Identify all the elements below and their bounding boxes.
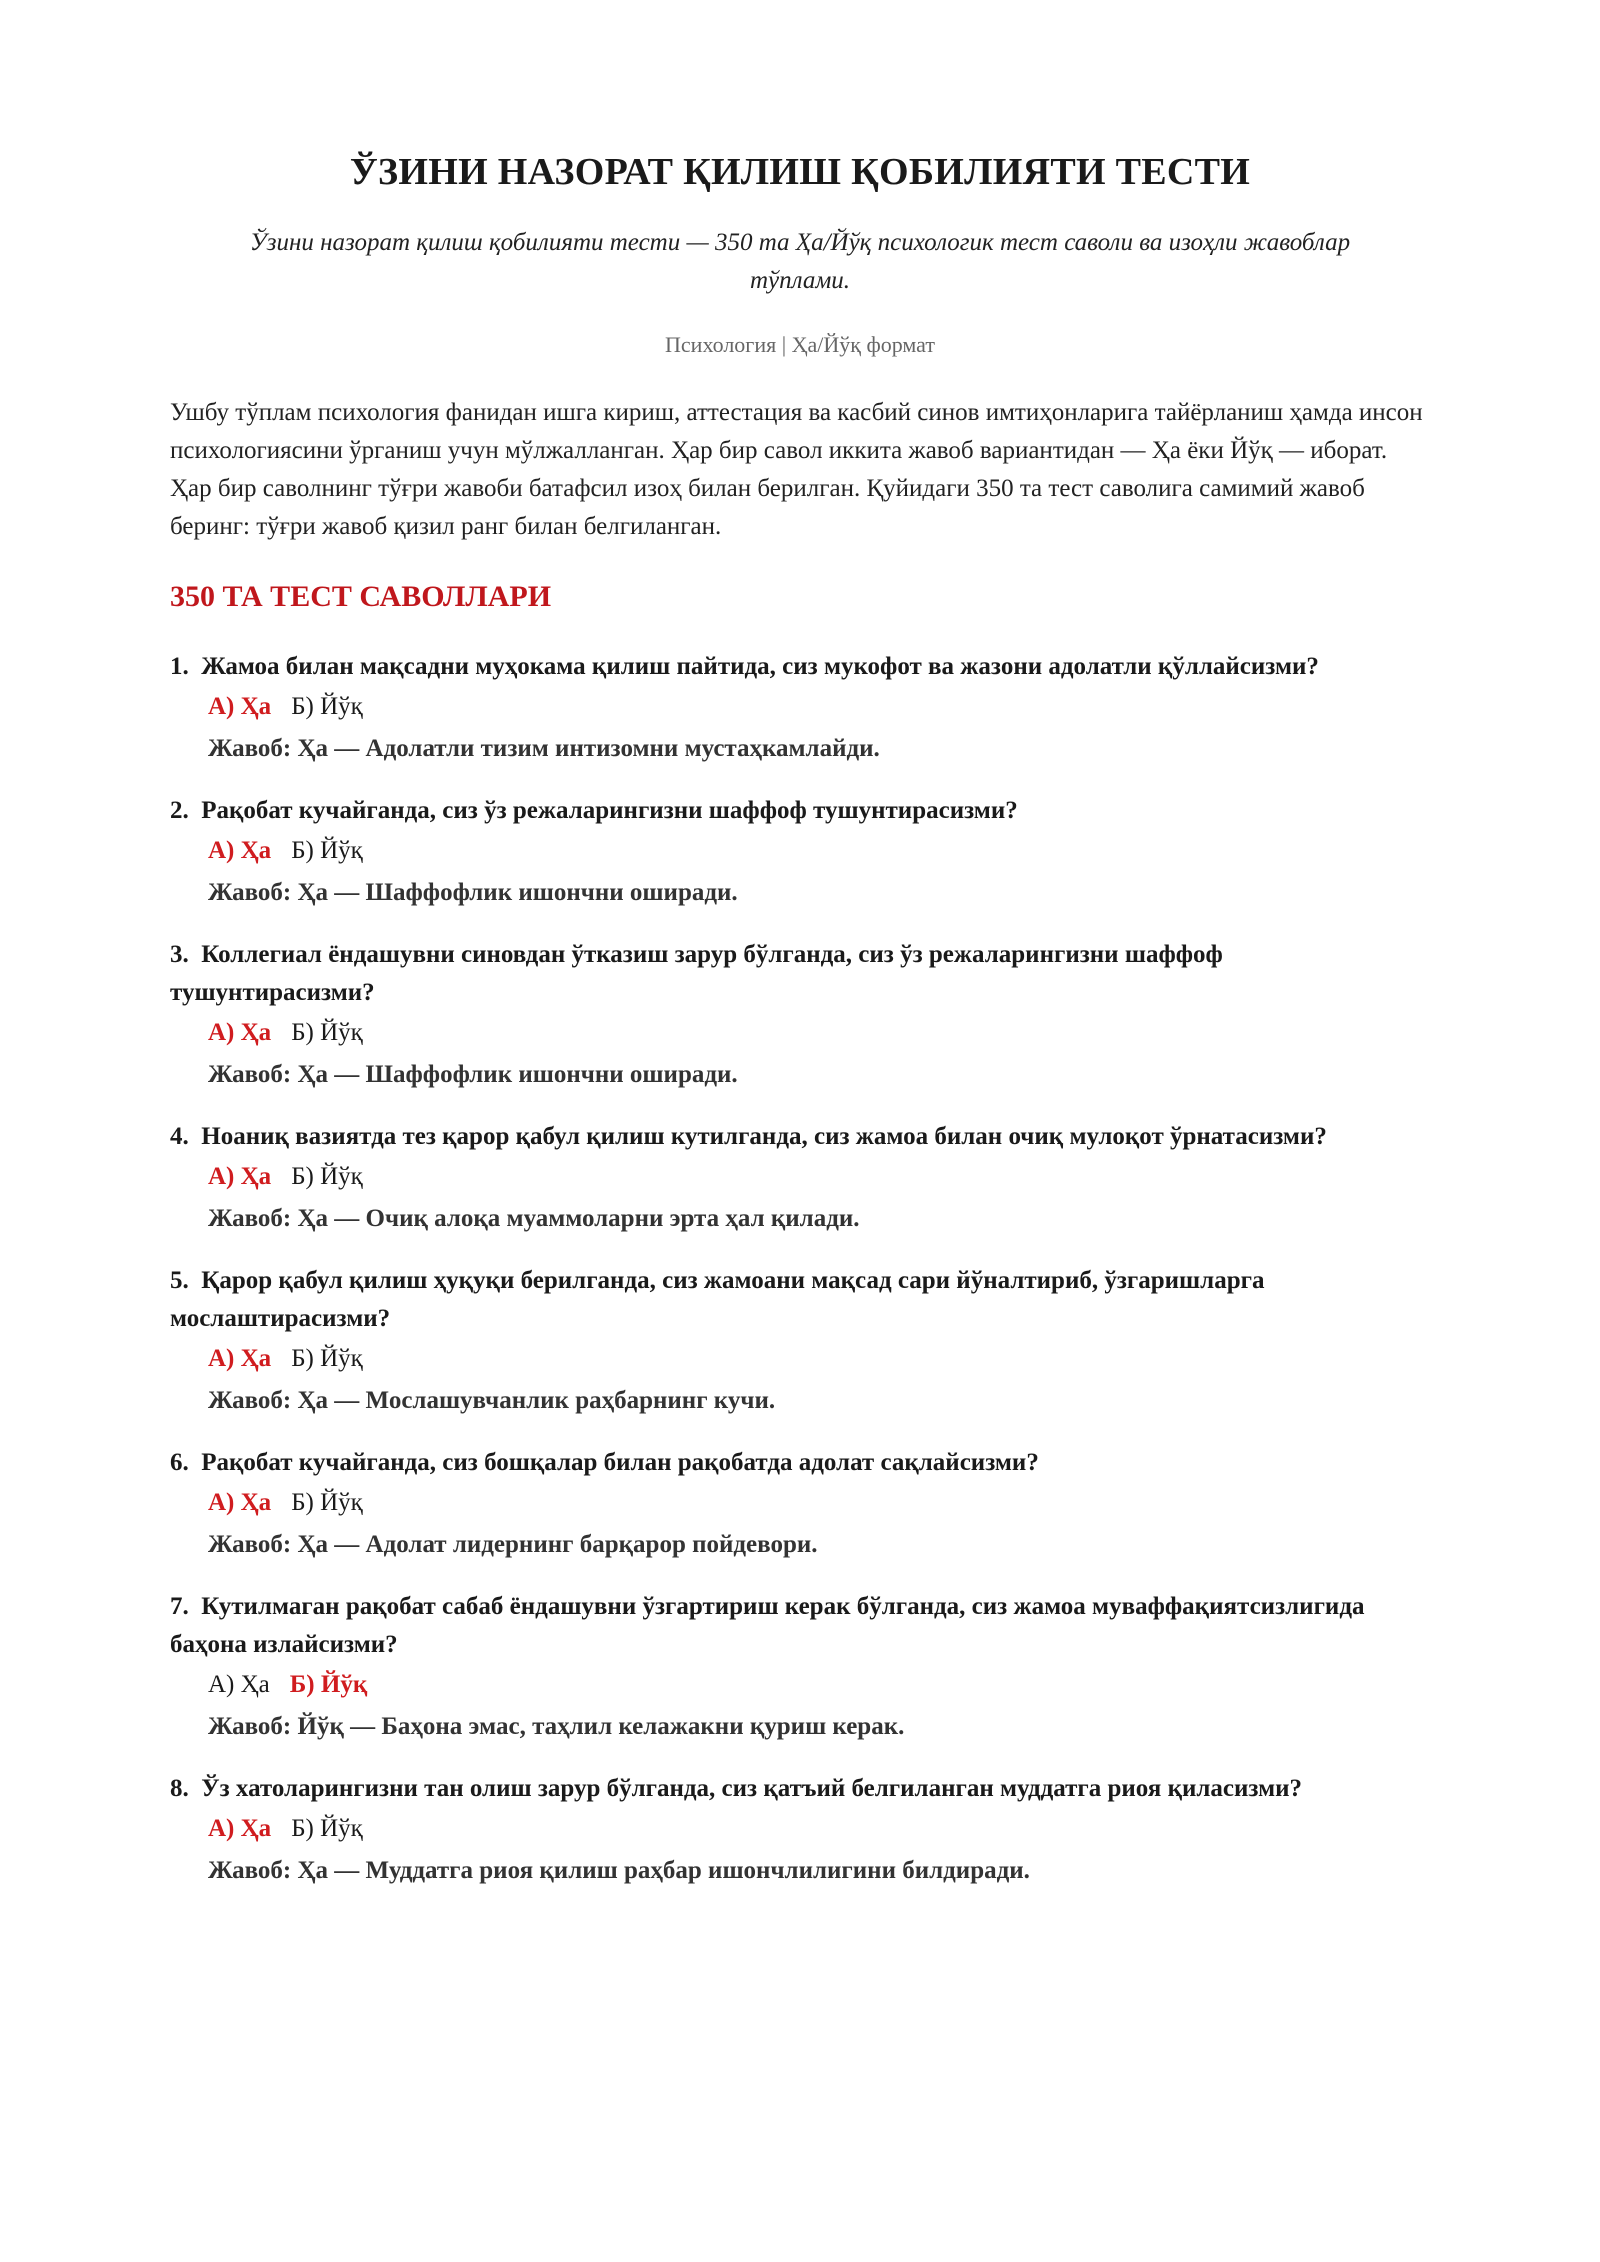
question-number: 7. xyxy=(170,1593,189,1620)
document-subtitle: Ўзини назорат қилиш қобилияти тести — 350 та Ҳа/Йўқ психологик тест саволи ва изоҳли жавоблар тўплами. xyxy=(249,229,1351,294)
question-body: Ноаниқ вазиятда тез қарор қабул қилиш кутилганда, сиз жамоа билан очиқ мулоқот ўрнатасизми? xyxy=(201,1123,1327,1150)
question-body: Ўз хатоларингизни тан олиш зарур бўлганда, сиз қатъий белгиланган муддатга риоя қиласизми? xyxy=(201,1775,1303,1802)
option-b[interactable]: Б) Йўқ xyxy=(289,1671,368,1698)
option-b[interactable]: Б) Йўқ xyxy=(291,1019,363,1046)
document-title: ЎЗИНИ НАЗОРАТ ҚИЛИШ ҚОБИЛИЯТИ ТЕСТИ xyxy=(349,151,1251,193)
answer-options xyxy=(170,830,1430,872)
answer-explanation: Жавоб: Ҳа — Адолатли тизим интизомни мустаҳкамлайди. xyxy=(208,735,880,762)
answer-options xyxy=(170,1012,1430,1054)
document-meta: Психология | Ҳа/Йўқ формат xyxy=(665,332,935,357)
answer-options xyxy=(170,1338,1430,1380)
question-text xyxy=(170,1588,1430,1664)
question-item xyxy=(170,1588,1430,1748)
answer-explanation: Жавоб: Ҳа — Муддатга риоя қилиш раҳбар ишончлилигини билдиради. xyxy=(208,1857,1030,1884)
question-item xyxy=(170,1444,1430,1566)
answer-explanation: Жавоб: Ҳа — Адолат лидернинг барқарор пойдевори. xyxy=(208,1531,818,1558)
question-item xyxy=(170,1262,1430,1422)
question-body: Рақобат кучайганда, сиз бошқалар билан рақобатда адолат сақлайсизми? xyxy=(201,1449,1039,1476)
option-a[interactable]: А) Ҳа xyxy=(208,1489,272,1516)
option-b[interactable]: Б) Йўқ xyxy=(291,1345,363,1372)
question-text xyxy=(170,936,1430,1012)
question-body: Рақобат кучайганда, сиз ўз режаларингизни шаффоф тушунтирасизми? xyxy=(201,797,1018,824)
option-a[interactable]: А) Ҳа xyxy=(208,1671,270,1698)
question-text xyxy=(170,1770,1430,1808)
option-a[interactable]: А) Ҳа xyxy=(208,1163,272,1190)
question-number: 2. xyxy=(170,797,189,824)
question-body: Кутилмаган рақобат сабаб ёндашувни ўзгартириш керак бўлганда, сиз жамоа муваффақиятсизлигида баҳона излайсизми? xyxy=(170,1593,1365,1658)
question-list xyxy=(170,648,1430,1892)
question-number: 4. xyxy=(170,1123,189,1150)
option-a[interactable]: А) Ҳа xyxy=(208,1345,272,1372)
question-text xyxy=(170,792,1430,830)
option-a[interactable]: А) Ҳа xyxy=(208,837,272,864)
option-b[interactable]: Б) Йўқ xyxy=(291,837,363,864)
answer-explanation: Жавоб: Ҳа — Очиқ алоқа муаммоларни эрта ҳал қилади. xyxy=(208,1205,860,1232)
answer-explanation: Жавоб: Ҳа — Мослашувчанлик раҳбарнинг кучи. xyxy=(208,1387,776,1414)
answer-options xyxy=(170,1156,1430,1198)
answer-options xyxy=(170,1664,1430,1706)
question-text xyxy=(170,1444,1430,1482)
option-b[interactable]: Б) Йўқ xyxy=(291,1489,363,1516)
question-text xyxy=(170,648,1430,686)
option-b[interactable]: Б) Йўқ xyxy=(291,1163,363,1190)
question-item xyxy=(170,648,1430,770)
option-b[interactable]: Б) Йўқ xyxy=(291,693,363,720)
question-number: 6. xyxy=(170,1449,189,1476)
answer-options xyxy=(170,686,1430,728)
answer-options xyxy=(170,1808,1430,1850)
option-a[interactable]: А) Ҳа xyxy=(208,1019,272,1046)
question-item xyxy=(170,1118,1430,1240)
question-item xyxy=(170,1770,1430,1892)
option-b[interactable]: Б) Йўқ xyxy=(291,1815,363,1842)
question-body: Қарор қабул қилиш ҳуқуқи берилганда, сиз жамоани мақсад сари йўналтириб, ўзгаришларга мослаштирасизми? xyxy=(170,1267,1265,1332)
option-a[interactable]: А) Ҳа xyxy=(208,693,272,720)
question-body: Жамоа билан мақсадни муҳокама қилиш пайтида, сиз мукофот ва жазони адолатли қўллайсизми? xyxy=(201,653,1319,680)
answer-explanation: Жавоб: Ҳа — Шаффофлик ишончни оширади. xyxy=(208,879,738,906)
option-a[interactable]: А) Ҳа xyxy=(208,1815,272,1842)
question-number: 5. xyxy=(170,1267,189,1294)
question-number: 8. xyxy=(170,1775,189,1802)
question-item xyxy=(170,792,1430,914)
question-number: 3. xyxy=(170,941,189,968)
intro-paragraph: Ушбу тўплам психология фанидан ишга кириш, аттестация ва касбий синов имтиҳонларига тайёрланиш ҳамда инсон психологиясини ўрганиш учун мўлжалланган. Ҳар бир савол иккита жавоб вариантидан — Ҳа ёки Йўқ — иборат. Ҳар бир саволнинг тўғри жавоби батафсил изоҳ билан берилган. Қуйидаги 350 та тест саволига самимий жавоб беринг: тўғри жавоб қизил ранг билан белгиланган. xyxy=(170,399,1423,540)
answer-options xyxy=(170,1482,1430,1524)
question-body: Коллегиал ёндашувни синовдан ўтказиш зарур бўлганда, сиз ўз режаларингизни шаффоф тушунтирасизми? xyxy=(170,941,1223,1006)
question-text xyxy=(170,1118,1430,1156)
section-title: 350 ТА ТЕСТ САВОЛЛАРИ xyxy=(170,580,552,613)
question-text xyxy=(170,1262,1430,1338)
question-number: 1. xyxy=(170,653,189,680)
answer-explanation: Жавоб: Йўқ — Баҳона эмас, таҳлил келажакни қуриш керак. xyxy=(208,1713,905,1740)
answer-explanation: Жавоб: Ҳа — Шаффофлик ишончни оширади. xyxy=(208,1061,738,1088)
question-item xyxy=(170,936,1430,1096)
